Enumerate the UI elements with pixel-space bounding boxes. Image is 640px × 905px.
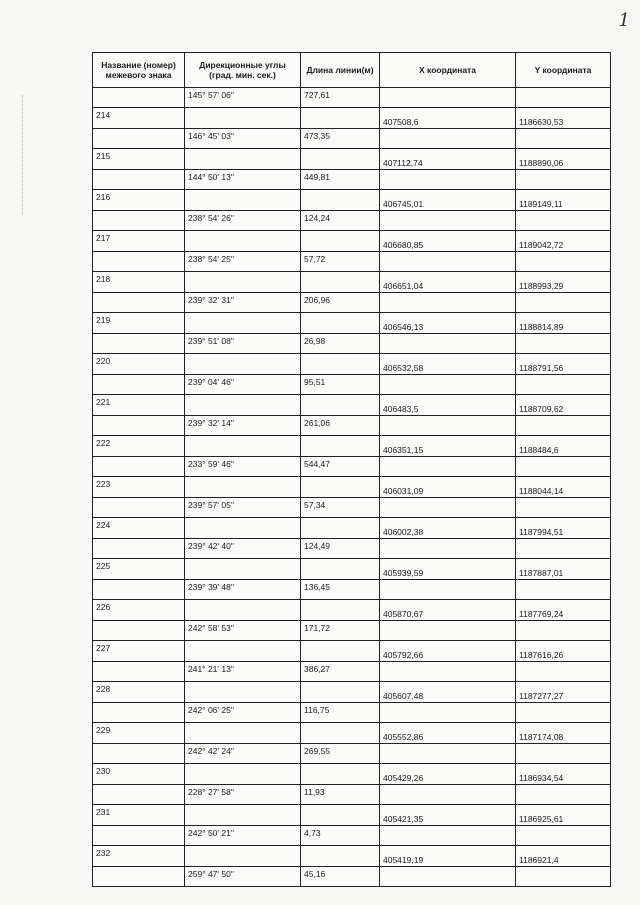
segment-length-cell: 544,47 bbox=[301, 457, 380, 477]
segment-length-cell: 95,51 bbox=[301, 375, 380, 395]
point-length-cell bbox=[301, 682, 380, 703]
table-header-row bbox=[93, 53, 611, 88]
point-angle-cell bbox=[185, 354, 301, 375]
point-x-cell: 405429,26 bbox=[380, 764, 516, 785]
table-body bbox=[93, 88, 611, 887]
segment-y-cell bbox=[516, 129, 611, 149]
segment-y-cell bbox=[516, 416, 611, 436]
point-angle-cell bbox=[185, 436, 301, 457]
point-x-cell: 405792,66 bbox=[380, 641, 516, 662]
segment-y-cell bbox=[516, 621, 611, 641]
point-x-cell: 406483,5 bbox=[380, 395, 516, 416]
segment-angle-cell: 146° 45' 03" bbox=[185, 129, 301, 149]
point-angle-cell bbox=[185, 231, 301, 252]
segment-y-cell bbox=[516, 170, 611, 190]
point-x-cell: 406031,09 bbox=[380, 477, 516, 498]
segment-y-cell bbox=[516, 375, 611, 395]
segment-x-cell bbox=[380, 129, 516, 149]
segment-name-cell bbox=[93, 170, 185, 190]
segment-y-cell bbox=[516, 293, 611, 313]
table-row-segment bbox=[93, 457, 611, 477]
point-y-cell: 1188993,29 bbox=[516, 272, 611, 293]
segment-x-cell bbox=[380, 826, 516, 846]
table-row-segment bbox=[93, 416, 611, 436]
point-angle-cell bbox=[185, 600, 301, 621]
point-length-cell bbox=[301, 354, 380, 375]
segment-name-cell bbox=[93, 703, 185, 723]
point-y-cell: 1189149,11 bbox=[516, 190, 611, 211]
point-angle-cell bbox=[185, 395, 301, 416]
point-y-cell: 1187994,51 bbox=[516, 518, 611, 539]
point-name-cell: 231 bbox=[93, 805, 185, 826]
point-x-cell: 406546,13 bbox=[380, 313, 516, 334]
point-y-cell: 1188814,89 bbox=[516, 313, 611, 334]
segment-length-cell: 11,93 bbox=[301, 785, 380, 805]
segment-name-cell bbox=[93, 375, 185, 395]
segment-name-cell bbox=[93, 662, 185, 682]
point-length-cell bbox=[301, 518, 380, 539]
point-length-cell bbox=[301, 805, 380, 826]
segment-name-cell bbox=[93, 539, 185, 559]
segment-name-cell bbox=[93, 293, 185, 313]
table-row-segment bbox=[93, 539, 611, 559]
segment-angle-cell: 145° 57' 06" bbox=[185, 88, 301, 108]
point-length-cell bbox=[301, 272, 380, 293]
table-row-segment bbox=[93, 744, 611, 764]
segment-length-cell: 124,49 bbox=[301, 539, 380, 559]
point-name-cell: 222 bbox=[93, 436, 185, 457]
segment-x-cell bbox=[380, 293, 516, 313]
point-length-cell bbox=[301, 477, 380, 498]
table-row-segment bbox=[93, 170, 611, 190]
boundary-coordinates-table bbox=[92, 52, 611, 887]
point-length-cell bbox=[301, 231, 380, 252]
point-x-cell: 405607,48 bbox=[380, 682, 516, 703]
segment-y-cell bbox=[516, 785, 611, 805]
segment-length-cell: 124,24 bbox=[301, 211, 380, 231]
segment-x-cell bbox=[380, 375, 516, 395]
point-name-cell: 219 bbox=[93, 313, 185, 334]
header-x: X координата bbox=[380, 53, 516, 88]
segment-angle-cell: 242° 42' 24" bbox=[185, 744, 301, 764]
segment-angle-cell: 239° 04' 46" bbox=[185, 375, 301, 395]
segment-length-cell: 269,55 bbox=[301, 744, 380, 764]
point-name-cell: 215 bbox=[93, 149, 185, 170]
table-row-point bbox=[93, 272, 611, 293]
point-x-cell: 405419,19 bbox=[380, 846, 516, 867]
segment-length-cell: 171,72 bbox=[301, 621, 380, 641]
segment-x-cell bbox=[380, 580, 516, 600]
point-x-cell: 405939,59 bbox=[380, 559, 516, 580]
table-row-point bbox=[93, 436, 611, 457]
point-length-cell bbox=[301, 108, 380, 129]
table-row-point bbox=[93, 108, 611, 129]
segment-length-cell: 136,45 bbox=[301, 580, 380, 600]
point-y-cell: 1186925,61 bbox=[516, 805, 611, 826]
point-angle-cell bbox=[185, 518, 301, 539]
segment-angle-cell: 238° 54' 26" bbox=[185, 211, 301, 231]
point-name-cell: 214 bbox=[93, 108, 185, 129]
segment-x-cell bbox=[380, 334, 516, 354]
point-y-cell: 1189042,72 bbox=[516, 231, 611, 252]
segment-name-cell bbox=[93, 621, 185, 641]
table-row-point bbox=[93, 846, 611, 867]
table-row-point bbox=[93, 231, 611, 252]
point-x-cell: 406651,04 bbox=[380, 272, 516, 293]
segment-angle-cell: 259° 47' 50" bbox=[185, 867, 301, 887]
segment-length-cell: 57,72 bbox=[301, 252, 380, 272]
point-angle-cell bbox=[185, 641, 301, 662]
point-angle-cell bbox=[185, 272, 301, 293]
point-y-cell: 1187887,01 bbox=[516, 559, 611, 580]
point-name-cell: 232 bbox=[93, 846, 185, 867]
table-row-segment bbox=[93, 375, 611, 395]
segment-y-cell bbox=[516, 498, 611, 518]
segment-x-cell bbox=[380, 170, 516, 190]
segment-angle-cell: 241° 21' 13" bbox=[185, 662, 301, 682]
point-x-cell: 406351,15 bbox=[380, 436, 516, 457]
table-row-point bbox=[93, 518, 611, 539]
point-name-cell: 226 bbox=[93, 600, 185, 621]
point-y-cell: 1186921,4 bbox=[516, 846, 611, 867]
segment-y-cell bbox=[516, 539, 611, 559]
table-row-point bbox=[93, 559, 611, 580]
segment-angle-cell: 239° 32' 31" bbox=[185, 293, 301, 313]
segment-length-cell: 473,35 bbox=[301, 129, 380, 149]
point-length-cell bbox=[301, 600, 380, 621]
point-angle-cell bbox=[185, 559, 301, 580]
segment-angle-cell: 242° 06' 25" bbox=[185, 703, 301, 723]
point-y-cell: 1188484,6 bbox=[516, 436, 611, 457]
table-row-segment bbox=[93, 621, 611, 641]
segment-length-cell: 206,96 bbox=[301, 293, 380, 313]
header-angle: Дирекционные углы (град. мин. сек.) bbox=[185, 53, 301, 88]
point-angle-cell bbox=[185, 682, 301, 703]
point-angle-cell bbox=[185, 149, 301, 170]
segment-angle-cell: 242° 58' 53" bbox=[185, 621, 301, 641]
segment-y-cell bbox=[516, 252, 611, 272]
segment-name-cell bbox=[93, 785, 185, 805]
point-name-cell: 230 bbox=[93, 764, 185, 785]
segment-x-cell bbox=[380, 703, 516, 723]
segment-length-cell: 727,61 bbox=[301, 88, 380, 108]
table-row-segment bbox=[93, 785, 611, 805]
point-name-cell: 216 bbox=[93, 190, 185, 211]
segment-x-cell bbox=[380, 662, 516, 682]
segment-x-cell bbox=[380, 416, 516, 436]
table-row-point bbox=[93, 190, 611, 211]
point-name-cell: 228 bbox=[93, 682, 185, 703]
table-row-point bbox=[93, 477, 611, 498]
table-row-segment bbox=[93, 867, 611, 887]
point-y-cell: 1188709,62 bbox=[516, 395, 611, 416]
table-row-segment bbox=[93, 88, 611, 108]
header-length: Длина линии(м) bbox=[301, 53, 380, 88]
segment-name-cell bbox=[93, 867, 185, 887]
segment-y-cell bbox=[516, 744, 611, 764]
segment-y-cell bbox=[516, 703, 611, 723]
segment-y-cell bbox=[516, 88, 611, 108]
table-row-segment bbox=[93, 580, 611, 600]
point-y-cell: 1188890,06 bbox=[516, 149, 611, 170]
segment-length-cell: 4,73 bbox=[301, 826, 380, 846]
segment-angle-cell: 239° 32' 14" bbox=[185, 416, 301, 436]
segment-length-cell: 26,98 bbox=[301, 334, 380, 354]
segment-x-cell bbox=[380, 498, 516, 518]
point-y-cell: 1187277,27 bbox=[516, 682, 611, 703]
segment-x-cell bbox=[380, 744, 516, 764]
point-length-cell bbox=[301, 641, 380, 662]
point-length-cell bbox=[301, 436, 380, 457]
point-length-cell bbox=[301, 313, 380, 334]
point-length-cell bbox=[301, 723, 380, 744]
table-row-point bbox=[93, 805, 611, 826]
header-point-name: Название (номер) межевого знака bbox=[93, 53, 185, 88]
segment-y-cell bbox=[516, 826, 611, 846]
segment-name-cell bbox=[93, 416, 185, 436]
point-x-cell: 405552,86 bbox=[380, 723, 516, 744]
segment-x-cell bbox=[380, 867, 516, 887]
segment-x-cell bbox=[380, 457, 516, 477]
segment-y-cell bbox=[516, 211, 611, 231]
table-row-point bbox=[93, 764, 611, 785]
segment-x-cell bbox=[380, 785, 516, 805]
segment-angle-cell: 239° 51' 08" bbox=[185, 334, 301, 354]
segment-angle-cell: 242° 50' 21" bbox=[185, 826, 301, 846]
point-x-cell: 406745,01 bbox=[380, 190, 516, 211]
segment-angle-cell: 239° 42' 40" bbox=[185, 539, 301, 559]
table-row-segment bbox=[93, 334, 611, 354]
point-angle-cell bbox=[185, 313, 301, 334]
segment-y-cell bbox=[516, 457, 611, 477]
point-angle-cell bbox=[185, 723, 301, 744]
segment-name-cell bbox=[93, 457, 185, 477]
segment-x-cell bbox=[380, 539, 516, 559]
table-row-segment bbox=[93, 211, 611, 231]
point-x-cell: 406532,58 bbox=[380, 354, 516, 375]
point-y-cell: 1187616,26 bbox=[516, 641, 611, 662]
segment-x-cell bbox=[380, 621, 516, 641]
segment-x-cell bbox=[380, 88, 516, 108]
point-name-cell: 225 bbox=[93, 559, 185, 580]
point-angle-cell bbox=[185, 477, 301, 498]
segment-name-cell bbox=[93, 826, 185, 846]
point-x-cell: 405870,67 bbox=[380, 600, 516, 621]
point-angle-cell bbox=[185, 805, 301, 826]
segment-name-cell bbox=[93, 744, 185, 764]
segment-length-cell: 45,16 bbox=[301, 867, 380, 887]
segment-name-cell bbox=[93, 129, 185, 149]
table-row-point bbox=[93, 600, 611, 621]
table-row-point bbox=[93, 395, 611, 416]
point-angle-cell bbox=[185, 764, 301, 785]
segment-angle-cell: 228° 27' 58" bbox=[185, 785, 301, 805]
table-row-point bbox=[93, 149, 611, 170]
segment-length-cell: 449,81 bbox=[301, 170, 380, 190]
segment-x-cell bbox=[380, 211, 516, 231]
point-y-cell: 1186630,53 bbox=[516, 108, 611, 129]
point-angle-cell bbox=[185, 190, 301, 211]
point-name-cell: 227 bbox=[93, 641, 185, 662]
table-row-point bbox=[93, 723, 611, 744]
point-y-cell: 1187769,24 bbox=[516, 600, 611, 621]
table-row-segment bbox=[93, 703, 611, 723]
table-row-segment bbox=[93, 129, 611, 149]
table-row-point bbox=[93, 682, 611, 703]
point-name-cell: 221 bbox=[93, 395, 185, 416]
scan-artifact bbox=[22, 95, 29, 215]
segment-name-cell bbox=[93, 334, 185, 354]
point-y-cell: 1186934,54 bbox=[516, 764, 611, 785]
point-angle-cell bbox=[185, 108, 301, 129]
segment-length-cell: 57,34 bbox=[301, 498, 380, 518]
segment-y-cell bbox=[516, 867, 611, 887]
segment-name-cell bbox=[93, 88, 185, 108]
point-length-cell bbox=[301, 559, 380, 580]
segment-y-cell bbox=[516, 580, 611, 600]
table-row-point bbox=[93, 313, 611, 334]
point-x-cell: 405421,35 bbox=[380, 805, 516, 826]
point-name-cell: 218 bbox=[93, 272, 185, 293]
segment-length-cell: 261,06 bbox=[301, 416, 380, 436]
point-x-cell: 407112,74 bbox=[380, 149, 516, 170]
point-name-cell: 223 bbox=[93, 477, 185, 498]
point-length-cell bbox=[301, 395, 380, 416]
segment-length-cell: 116,75 bbox=[301, 703, 380, 723]
point-length-cell bbox=[301, 149, 380, 170]
segment-x-cell bbox=[380, 252, 516, 272]
point-x-cell: 407508,6 bbox=[380, 108, 516, 129]
point-y-cell: 1187174,08 bbox=[516, 723, 611, 744]
point-x-cell: 406002,38 bbox=[380, 518, 516, 539]
table-row-segment bbox=[93, 826, 611, 846]
point-name-cell: 224 bbox=[93, 518, 185, 539]
segment-angle-cell: 238° 54' 25" bbox=[185, 252, 301, 272]
point-length-cell bbox=[301, 764, 380, 785]
segment-angle-cell: 233° 59' 46" bbox=[185, 457, 301, 477]
point-name-cell: 229 bbox=[93, 723, 185, 744]
segment-y-cell bbox=[516, 334, 611, 354]
segment-name-cell bbox=[93, 252, 185, 272]
table-row-point bbox=[93, 354, 611, 375]
table-row-segment bbox=[93, 498, 611, 518]
table-row-point bbox=[93, 641, 611, 662]
segment-name-cell bbox=[93, 211, 185, 231]
table-row-segment bbox=[93, 293, 611, 313]
segment-name-cell bbox=[93, 498, 185, 518]
table-row-segment bbox=[93, 662, 611, 682]
page-number-mark: 1 bbox=[618, 10, 630, 31]
segment-length-cell: 386,27 bbox=[301, 662, 380, 682]
segment-name-cell bbox=[93, 580, 185, 600]
table-row-segment bbox=[93, 252, 611, 272]
header-y: Y координата bbox=[516, 53, 611, 88]
segment-angle-cell: 239° 57' 05" bbox=[185, 498, 301, 518]
point-y-cell: 1188044,14 bbox=[516, 477, 611, 498]
point-length-cell bbox=[301, 846, 380, 867]
point-y-cell: 1188791,56 bbox=[516, 354, 611, 375]
point-name-cell: 217 bbox=[93, 231, 185, 252]
segment-angle-cell: 239° 39' 48" bbox=[185, 580, 301, 600]
segment-angle-cell: 144° 50' 13" bbox=[185, 170, 301, 190]
segment-y-cell bbox=[516, 662, 611, 682]
point-x-cell: 406680,85 bbox=[380, 231, 516, 252]
point-name-cell: 220 bbox=[93, 354, 185, 375]
point-angle-cell bbox=[185, 846, 301, 867]
point-length-cell bbox=[301, 190, 380, 211]
